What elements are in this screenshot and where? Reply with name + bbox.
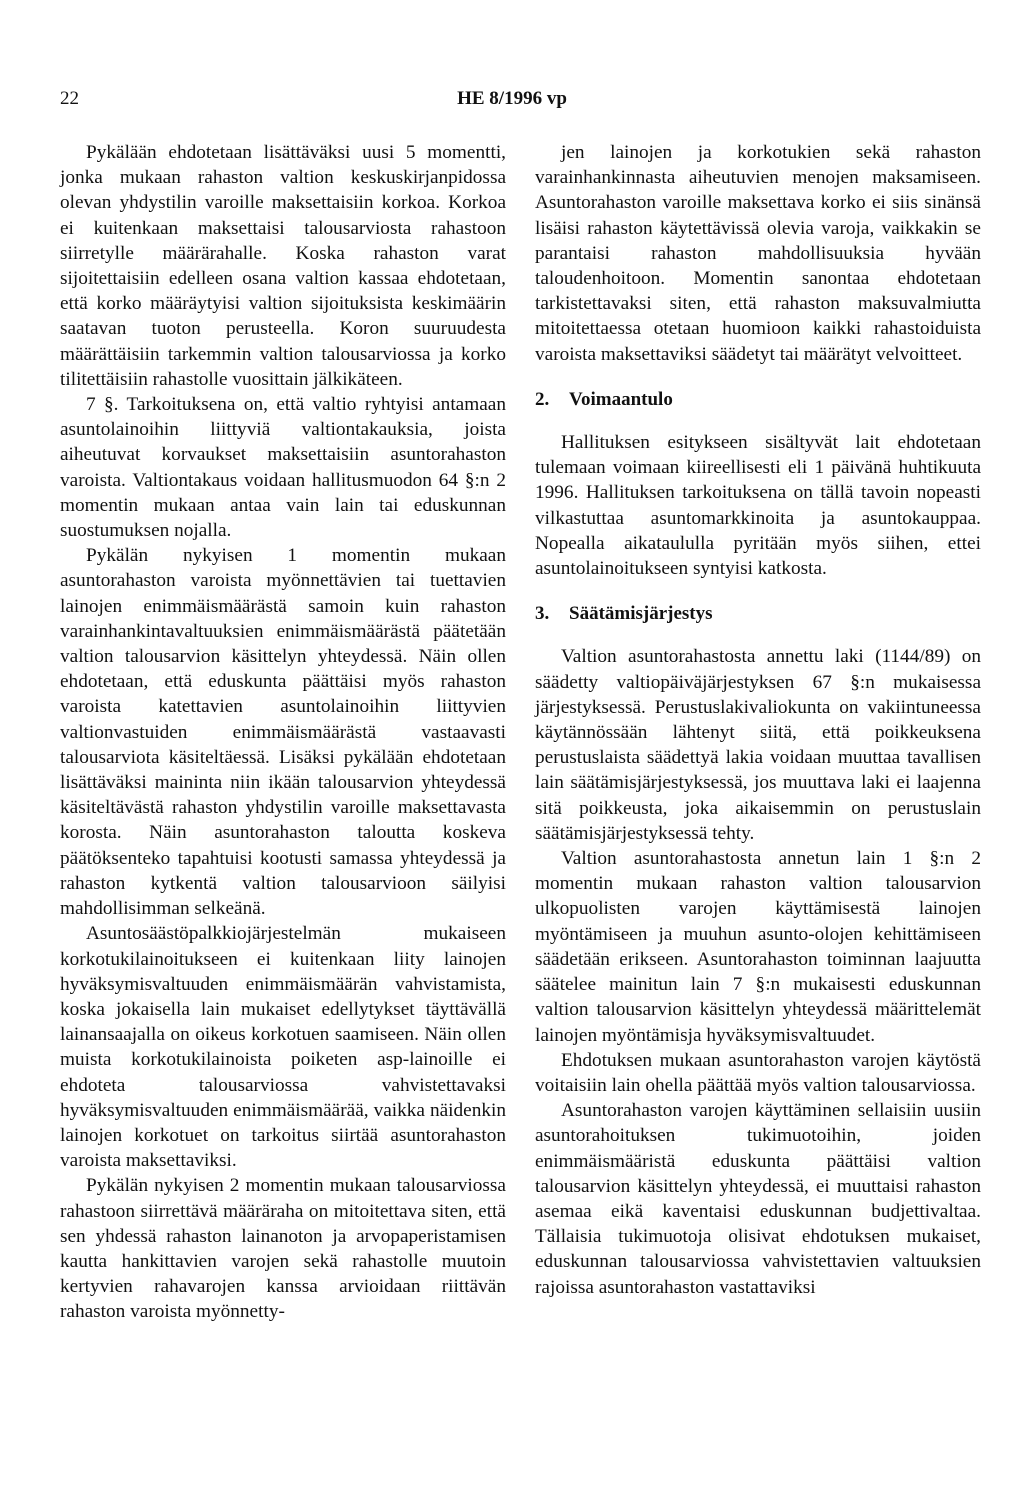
right-column — [535, 140, 981, 1300]
document-id: HE 8/1996 vp — [457, 88, 567, 109]
section-number: 3. — [535, 603, 550, 625]
paragraph: Pykälään ehdotetaan lisättäväksi uusi 5 momentti, jonka mukaan rahaston valtion keskuskirjanpidossa olevan yhdystilin varoille maksettaisiin korkoa. Korkoa ei kuitenkaan maksettaisi talousarviosta rahastoon siirretylle määrärahalle. Koska rahaston varat sijoitettaisiin edelleen osana valtion kassaa ehdotetaan, että korko määräytyisi valtion sijoituksista keskimäärin saatavan tuoton perusteella. Koron suuruudesta määrättäisiin tarkemmin valtion talousarviossa ja korko tilitettäisiin rahastolle vuosittain jälkikäteen. — [60, 142, 506, 390]
left-column — [60, 140, 506, 1325]
paragraph: Pykälän nykyisen 1 momentin mukaan asuntorahaston varoista myönnettävien tai tuettavien lainojen enimmäismäärästä samoin kuin rahaston varainhankintavaltuuksien enimmäismäärästä päätetään valtion talousarvion käsittelyn yhteydessä. Näin ollen ehdotetaan, että eduskunta päättäisi myös rahaston varoista katettavien asuntolainoihin liittyvien valtionvastuiden enimmäismäärästä vastaavasti talousarviota käsiteltäessä. Lisäksi pykälään ehdotetaan lisättäväksi maininta niin ikään talousarvion yhteydessä käsiteltävästä rahaston yhdystilin varoille maksettavasta korosta. Näin asuntorahaston taloutta koskeva päätöksenteko tapahtuisi kootusti samassa yhteydessä ja rahaston kytkentä valtion talousarvioon säilyisi mahdollisimman selkeänä. — [60, 545, 506, 920]
paragraph: Asuntosäästöpalkkiojärjestelmän mukaiseen korkotukilainoitukseen ei kuitenkaan liity lainojen hyväksymisvaltuuden enimmäismäärän vahvistamista, koska jokaisella lain mukaiset edellytykset täyttävällä lainansaajalla on oikeus korkotuen saamiseen. Näin ollen muista korkotukilainoista poiketen asp-lainoille ei ehdoteta talousarviossa vahvistettavaksi hyväksymisvaltuuden enimmäismäärää, vaikka näidenkin lainojen korkotuet on tarkoitus siirtää asuntorahaston varoista maksettaviksi. — [60, 923, 506, 1172]
paragraph: Ehdotuksen mukaan asuntorahaston varojen käytöstä voitaisiin lain ohella päättää myös valtion talousarviossa. — [535, 1049, 981, 1096]
page-number: 22 — [60, 88, 79, 109]
paragraph: Valtion asuntorahastosta annetun lain 1 §:n 2 momentin mukaan rahaston valtion talousarvion ulkopuolisten varojen käyttämisestä lainojen myöntämiseen ja muuhun asunto-olojen kehittämiseen säädetään erikseen. Asuntorahaston toiminnan laajuutta säätelee mainitun lain 7 §:n mukaisesti eduskunnan valtion talousarvion käsittelyn yhteydessä määrittelemät lainojen myöntämisja hyväksymisvaltuudet. — [535, 848, 981, 1046]
paragraph: 7 §. Tarkoituksena on, että valtio ryhtyisi antamaan asuntolainoihin liittyviä valtiontakauksia, joista aiheutuvat korvaukset maksettaisiin asuntorahaston varoista. Valtiontakaus voidaan hallitusmuodon 64 §:n 2 momentin mukaan antaa vain lain tai eduskunnan suostumuksen nojalla. — [60, 394, 506, 542]
paragraph: Valtion asuntorahastosta annettu laki (1144/89) on säädetty valtiopäiväjärjestyksen 67 §:n mukaisessa järjestyksessä. Perustuslakivaliokunta on vakiintuneessa käytännössään lähtenyt siitä, että poikkeuksena perustuslaista säädettyä lakia voidaan muuttaa tavallisen lain säätämisjärjestyksessä, jos muuttava laki ei laajenna sitä poikkeusta, joka aikaisemmin on perustuslain säätämisjärjestyksessä tehty. — [535, 646, 981, 844]
paragraph: Pykälän nykyisen 2 momentin mukaan talousarviossa rahastoon siirrettävä määräraha on mitoitettava siten, että sen yhdessä rahaston lainanoton ja arvopaperistamisen kautta hankittavien varojen sekä rahastolle muutoin kertyvien rahavarojen kanssa arvioidaan riittävän rahaston varoista myönnetty- — [60, 1175, 506, 1323]
section-title: Säätämisjärjestys — [569, 603, 713, 625]
section-heading-voimaantulo — [535, 387, 981, 412]
paragraph: jen lainojen ja korkotukien sekä rahaston varainhankinnasta aiheutuvien menojen maksamiseen. Asuntorahaston varoille maksettava korko ei siis sinänsä lisäisi rahaston käytettävissä olevia varoja, vaikkakin se parantaisi rahaston mahdollisuuksia hyvään taloudenhoitoon. Momentin sanontaa ehdotetaan tarkistettavaksi siten, että rahaston maksuvalmiutta mitoitettaessa otetaan huomioon kaikki rahastoiduista varoista maksettaviksi säädetyt tai määrätyt velvoitteet. — [535, 142, 981, 365]
section-number: 2. — [535, 388, 550, 410]
section-heading-saatamisjarjestys — [535, 601, 981, 626]
section-title: Voimaantulo — [569, 388, 673, 410]
paragraph: Hallituksen esitykseen sisältyvät lait ehdotetaan tulemaan voimaan kiireellisesti eli 1 päivänä huhtikuuta 1996. Hallituksen tarkoituksena on tällä tavoin nopeasti vilkastuttaa asuntomarkkinoita ja asuntokauppaa. Nopealla aikataululla pyritään myös siihen, ettei asuntolainoitukseen syntyisi katkosta. — [535, 432, 981, 580]
paragraph: Asuntorahaston varojen käyttäminen sellaisiin uusiin asuntorahoituksen tukimuotoihin, joiden enimmäismääristä eduskunta päättäisi valtion talousarvion käsittelyn yhteydessä, ei muuttaisi rahaston asemaa eikä kaventaisi eduskunnan budjettivaltaa. Tällaisia tukimuotoja olisivat ehdotuksen mukaiset, eduskunnan talousarviossa vahvistettavien valtuuksien rajoissa asuntorahaston vastattaviksi — [535, 1100, 981, 1298]
